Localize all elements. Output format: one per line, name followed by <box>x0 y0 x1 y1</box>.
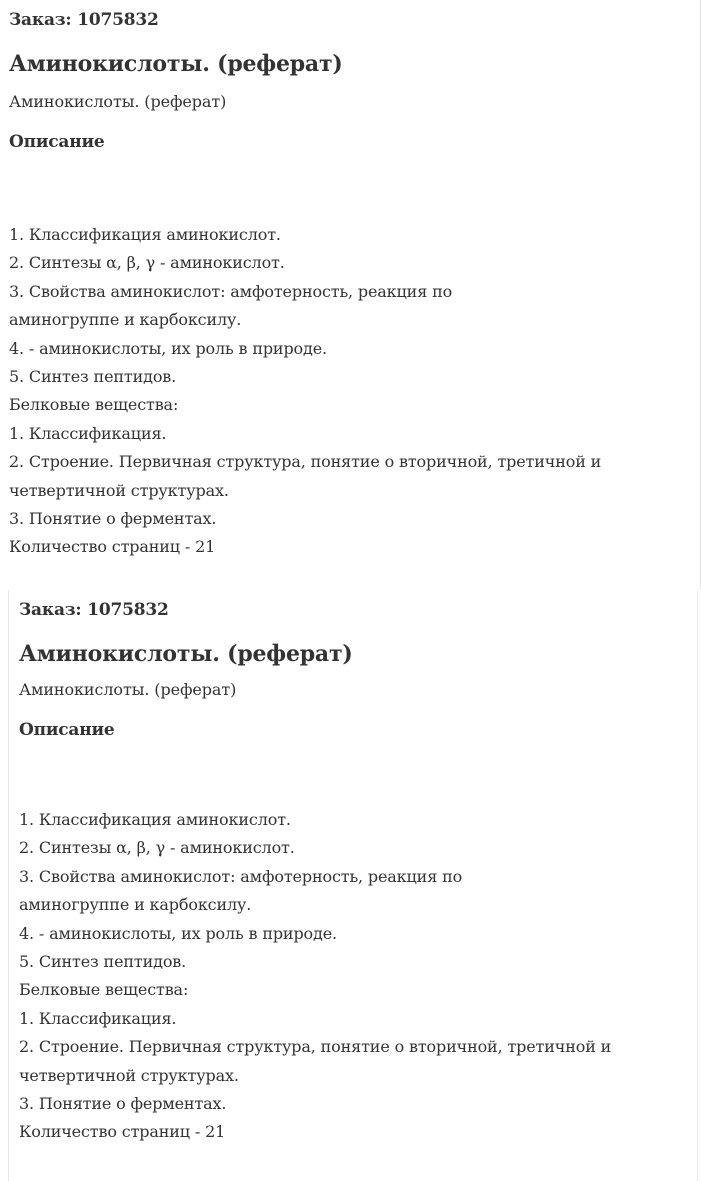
order-subtitle: Аминокислоты. (реферат) <box>9 92 227 111</box>
description-line: аминогруппе и карбоксилу. <box>19 895 252 915</box>
order-number: Заказ: 1075832 <box>19 600 169 620</box>
description-line: 4. - аминокислоты, их роль в природе. <box>9 338 327 358</box>
description-text <box>9 221 601 562</box>
description-text <box>19 806 611 1147</box>
description-line: 2. Строение. Первичная структура, понятие о вторичной, третичной и <box>9 452 602 472</box>
description-line: Белковые вещества: <box>9 395 179 415</box>
description-line: 3. Свойства аминокислот: амфотерность, реакция по <box>9 281 453 301</box>
description-line: 3. Свойства аминокислот: амфотерность, реакция по <box>19 866 463 886</box>
description-line: Белковые вещества: <box>19 980 189 1000</box>
order-title: Аминокислоты. (реферат) <box>19 641 353 667</box>
description-line: четвертичной структурах. <box>9 480 229 500</box>
description-line: четвертичной структурах. <box>19 1065 239 1085</box>
description-line: 1. Классификация аминокислот. <box>19 810 291 829</box>
description-heading: Описание <box>19 720 115 740</box>
description-line: Количество страниц - 21 <box>19 1122 226 1142</box>
description-line: 5. Синтез пептидов. <box>19 952 187 972</box>
order-card-2 <box>8 590 698 1181</box>
description-line: 2. Синтезы α, β, γ - аминокислот. <box>19 838 295 858</box>
description-heading: Описание <box>9 132 105 152</box>
description-line: 2. Строение. Первичная структура, понятие о вторичной, третичной и <box>19 1037 612 1057</box>
description-line: 1. Классификация. <box>19 1008 177 1028</box>
description-line: аминогруппе и карбоксилу. <box>9 310 242 330</box>
order-card-1 <box>0 0 701 590</box>
description-line: 1. Классификация. <box>9 423 167 443</box>
description-line: 2. Синтезы α, β, γ - аминокислот. <box>9 253 285 273</box>
order-number: Заказ: 1075832 <box>9 10 159 30</box>
order-subtitle: Аминокислоты. (реферат) <box>19 680 237 699</box>
description-line: Количество страниц - 21 <box>9 537 216 557</box>
order-title: Аминокислоты. (реферат) <box>9 51 343 77</box>
description-line: 3. Понятие о ферментах. <box>19 1094 227 1114</box>
description-line: 1. Классификация аминокислот. <box>9 225 281 244</box>
description-line: 3. Понятие о ферментах. <box>9 509 217 529</box>
description-line: 4. - аминокислоты, их роль в природе. <box>19 923 337 943</box>
description-line: 5. Синтез пептидов. <box>9 367 177 387</box>
